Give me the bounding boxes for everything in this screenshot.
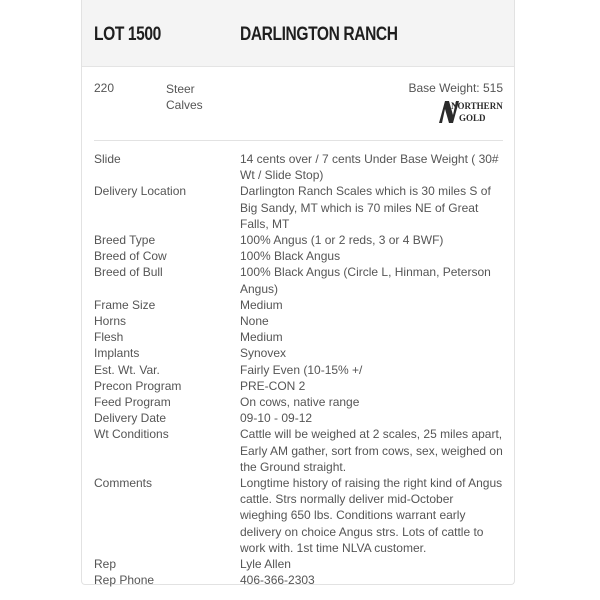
detail-row	[94, 362, 504, 378]
detail-label: Breed of Bull	[94, 265, 163, 280]
logo-line2: GOLD	[459, 113, 486, 123]
section-divider	[94, 140, 503, 141]
detail-label: Horns	[94, 314, 127, 329]
detail-value: 406-366-2303	[240, 573, 315, 588]
detail-value: Darlington Ranch Scales which is 30 miles S of Big Sandy, MT which is 70 miles NE of Great Falls, MT	[240, 184, 491, 231]
detail-label: Delivery Location	[94, 184, 187, 199]
detail-value: Synovex	[240, 346, 287, 361]
detail-label: Rep Phone	[94, 573, 155, 588]
detail-row	[94, 264, 504, 296]
detail-value: None	[240, 314, 269, 329]
detail-value: Fairly Even (10-15% +/	[240, 362, 363, 377]
detail-value: Medium	[240, 330, 283, 345]
cattle-kind	[166, 81, 203, 113]
detail-value: On cows, native range	[240, 395, 360, 410]
detail-label: Breed of Cow	[94, 249, 167, 264]
detail-row	[94, 183, 504, 232]
detail-value: 09-10 - 09-12	[240, 411, 313, 426]
cattle-kind-line2: Calves	[166, 98, 203, 112]
detail-label: Precon Program	[94, 378, 182, 393]
detail-value: 100% Black Angus (Circle L, Hinman, Peterson Angus)	[240, 265, 491, 296]
detail-row	[94, 297, 504, 313]
detail-row	[94, 426, 504, 475]
lot-details-table	[94, 151, 504, 588]
detail-label: Est. Wt. Var.	[94, 362, 160, 377]
detail-row	[94, 394, 504, 410]
detail-label: Implants	[94, 346, 140, 361]
detail-value: Longtime history of raising the right kind of Angus cattle. Strs normally deliver mid-October wieghing 650 lbs. Conditions warrant early delivery on choice Angus strs. Lots of cattle to work with. 1st time NLVA customer.	[240, 476, 503, 555]
detail-value: Medium	[240, 297, 283, 312]
detail-row	[94, 410, 504, 426]
detail-row	[94, 151, 504, 183]
lot-number: LOT 1500	[94, 24, 161, 45]
detail-label: Breed Type	[94, 233, 156, 248]
base-weight: Base Weight: 515	[408, 81, 503, 95]
detail-row	[94, 329, 504, 345]
detail-label: Frame Size	[94, 297, 156, 312]
detail-label: Flesh	[94, 330, 124, 345]
detail-row	[94, 572, 504, 588]
detail-label: Comments	[94, 476, 153, 491]
detail-value: PRE-CON 2	[240, 378, 306, 393]
detail-value: Lyle Allen	[240, 557, 291, 572]
detail-label: Delivery Date	[94, 411, 167, 426]
head-count: 220	[94, 81, 115, 95]
detail-row	[94, 475, 504, 556]
detail-value: Cattle will be weighed at 2 scales, 25 miles apart, Early AM gather, sort from cows, sex, weighed on the Ground straight.	[240, 427, 503, 474]
detail-label: Rep	[94, 557, 117, 572]
detail-label: Wt Conditions	[94, 427, 169, 442]
detail-value: 14 cents over / 7 cents Under Base Weight ( 30# Wt / Slide Stop)	[240, 152, 499, 183]
detail-row	[94, 232, 504, 248]
detail-row	[94, 313, 504, 329]
detail-label: Slide	[94, 152, 121, 166]
northern-gold-logo-icon	[437, 97, 503, 125]
cattle-kind-line1: Steer	[166, 82, 195, 96]
lot-summary	[82, 67, 514, 137]
ranch-name: DARLINGTON RANCH	[240, 24, 398, 45]
detail-row	[94, 556, 504, 572]
lot-header	[82, 0, 514, 67]
detail-row	[94, 345, 504, 361]
detail-value: 100% Black Angus	[240, 249, 341, 264]
logo-line1: NORTHERN	[451, 101, 503, 111]
detail-value: 100% Angus (1 or 2 reds, 3 or 4 BWF)	[240, 233, 444, 248]
detail-label: Feed Program	[94, 395, 171, 410]
detail-row	[94, 248, 504, 264]
detail-row	[94, 378, 504, 394]
lot-card	[81, 0, 515, 588]
